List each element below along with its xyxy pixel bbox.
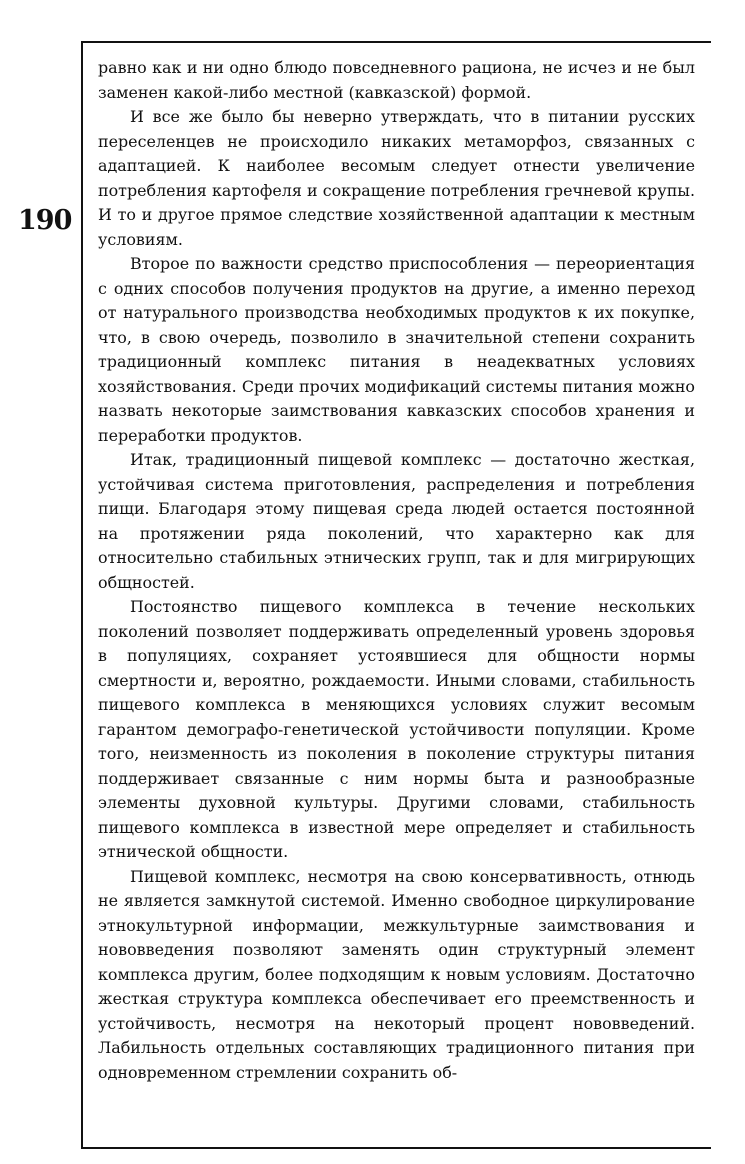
paragraph: И все же было бы неверно утверждать, что в питании русских переселенцев не происходило никаких метаморфоз, связанных с адаптацией. К наиболее весомым следует отнести увеличение потребления картофеля и сокращение потребления гречневой крупы. И то и другое прямое следствие хозяйственной адаптации к местным условиям.	[98, 107, 695, 249]
page-number: 190	[18, 205, 72, 236]
paragraph: Итак, традиционный пищевой комплекс — достаточно жесткая, устойчивая система приготовления, распределения и потребления пищи. Благодаря этому пищевая среда людей остается постоянной на протяжении ряда поколений, что характерно как для относительно стабильных этнических групп, так и для мигрирующих общностей.	[98, 450, 695, 592]
paragraph: Второе по важности средство приспособления — переориентация с одних способов получения продуктов на другие, а именно переход от натурального производства необходимых продуктов к их покупке, что, в свою очередь, позволило в значительной степени сохранить традиционный комплекс питания в неадекватных условиях хозяйствования. Среди прочих модификаций системы питания можно назвать некоторые заимствования кавказских способов хранения и переработки продуктов.	[98, 254, 695, 445]
left-rule	[81, 41, 83, 1149]
paragraph: равно как и ни одно блюдо повседневного рациона, не исчез и не был заменен какой-либо местной (кавказской) формой.	[98, 58, 695, 102]
paragraph: Пищевой комплекс, несмотря на свою консервативность, отнюдь не является замкнутой системой. Именно свободное циркулирование этнокультурной информации, межкультурные заимствования и нововведения позволяют заменять один структурный элемент комплекса другим, более подходящим к новым условиям. Достаточно жесткая структура комплекса обеспечивает его преемственность и устойчивость, несмотря на некоторый процент нововведений. Лабильность отдельных составляющих традиционного питания при одновременном стремлении сохранить об-	[98, 866, 695, 1082]
bottom-rule	[83, 1147, 711, 1149]
top-rule	[83, 41, 711, 43]
paragraph: Постоянство пищевого комплекса в течение нескольких поколений позволяет поддерживать определенный уровень здоровья в популяциях, сохраняет устоявшиеся для общности нормы смертности и, вероятно, рождаемости. Иными словами, стабильность пищевого комплекса в меняющихся условиях служит весомым гарантом демографо-генетической устойчивости популяции. Кроме того, неизменность из поколения в поколение структуры питания поддерживает связанные с ним нормы быта и разнообразные элементы духовной культуры. Другими словами, стабильность пищевого комплекса в известной мере определяет и стабильность этнической общности.	[98, 597, 695, 861]
body-text	[98, 56, 695, 1085]
